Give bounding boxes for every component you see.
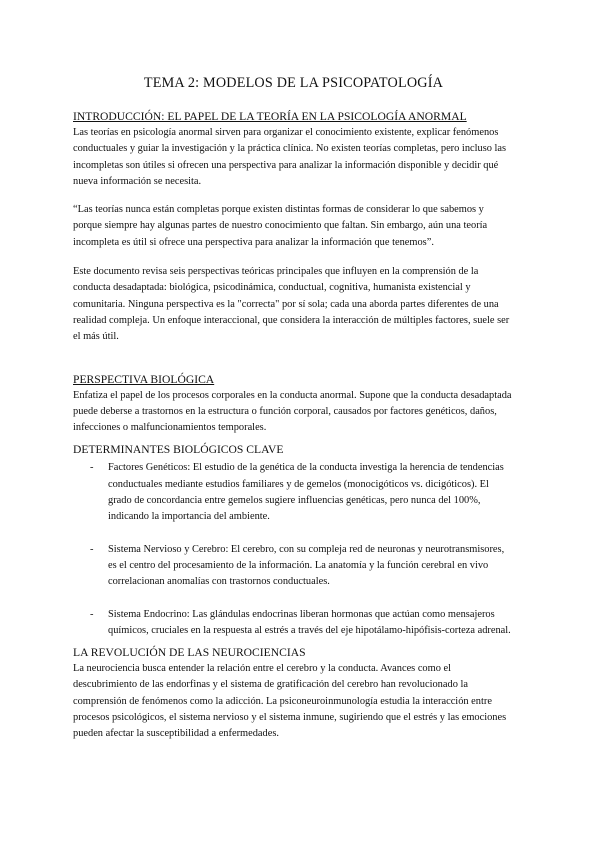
bio-paragraph-1: Enfatiza el papel de los procesos corporales en la conducta anormal. Supone que la conducta desadaptada puede deberse a trastornos en la estructura o función corporal, causados por factores genéticos, daños, infecciones o malfuncionamientos temporales. bbox=[73, 389, 512, 434]
list-item bbox=[73, 460, 514, 525]
list-item-text: Sistema Nervioso y Cerebro: El cerebro, con su compleja red de neuronas y neurotransmisores, es el centro del procesamiento de la información. La anatomía y la función cerebral en vivo correlacionan anomalías con trastornos conductuales. bbox=[108, 543, 505, 588]
intro-paragraph-1: Las teorías en psicología anormal sirven para organizar el conocimiento existente, explicar fenómenos conductuales y guiar la investigación y la práctica clínica. No existen teorías completas, pero incluso las incompletas son útiles si ofrecen una perspectiva para analizar la información disponible y decidir qué nueva información se necesita. bbox=[73, 127, 507, 187]
bio-heading: PERSPECTIVA BIOLÓGICA bbox=[73, 372, 215, 386]
determinants-heading: DETERMINANTES BIOLÓGICOS CLAVE bbox=[73, 443, 284, 457]
intro-heading: INTRODUCCIÓN: EL PAPEL DE LA TEORÍA EN LA PSICOLOGÍA ANORMAL bbox=[73, 110, 467, 123]
list-item bbox=[73, 607, 514, 640]
list-item bbox=[73, 542, 514, 591]
dash-bullet: - bbox=[90, 543, 94, 555]
neuro-heading: LA REVOLUCIÓN DE LAS NEUROCIENCIAS bbox=[73, 646, 306, 660]
determinants-list bbox=[73, 460, 514, 639]
document-title: TEMA 2: MODELOS DE LA PSICOPATOLOGÍA bbox=[143, 75, 444, 91]
dash-bullet: - bbox=[90, 608, 94, 620]
neuro-paragraph-1: La neurociencia busca entender la relación entre el cerebro y la conducta. Avances como el descubrimiento de las endorfinas y el sistema de gratificación del cerebro han revolucionado la comprensión de fenómenos como la adicción. La psiconeuroinmunología estudia la interacción entre procesos psicológicos, el sistema nervioso y el sistema inmune, sugiriendo que el estrés y las emociones pueden afectar la susceptibilidad a enfermedades. bbox=[73, 663, 507, 740]
intro-quote: “Las teorías nunca están completas porque existen distintas formas de considerar lo que sabemos y porque siempre hay algunas partes de nuestro conocimiento que faltan. Sin embargo, aún una teoría incompleta es útil si ofrece una perspectiva para analizar la información que tenemos”. bbox=[73, 204, 488, 248]
list-item-text: Sistema Endocrino: Las glándulas endocrinas liberan hormonas que actúan como mensajeros químicos, cruciales en la respuesta al estrés a través del eje hipotálamo-hipófisis-corteza adrenal. bbox=[108, 608, 511, 636]
dash-bullet: - bbox=[90, 462, 94, 474]
intro-paragraph-2: Este documento revisa seis perspectivas teóricas principales que influyen en la comprensión de la conducta desadaptada: biológica, psicodinámica, conductual, cognitiva, humanista existencial y comunitaria. Ninguna perspectiva es la "correcta" por sí sola; cada una aborda partes diferentes de una realidad compleja. Un enfoque interaccional, que considera la interacción de múltiples factores, suele ser el más útil. bbox=[73, 266, 510, 343]
list-item-text: Factores Genéticos: El estudio de la genética de la conducta investiga la herencia de tendencias conductuales mediante estudios familiares y de gemelos (monocigóticos vs. dicigóticos). El grado de concordancia entre gemelos sugiere influencias genéticas, pero nunca del 100%, indicando la importancia del ambiente. bbox=[108, 462, 504, 523]
